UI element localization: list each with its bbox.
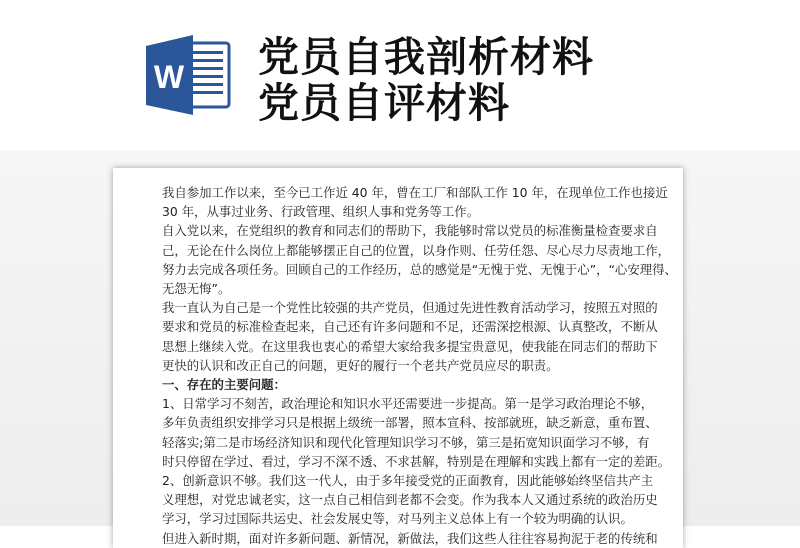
paragraph-line: 努力去完成各项任务。回顾自己的工作经历，总的感觉是“无愧于党、无愧于心”，“心安理得、: [162, 261, 677, 277]
paragraph-line: 轻落实;第二是市场经济知识和现代化管理知识学习不够，第三是拓宽知识面学习不够，有: [162, 434, 650, 450]
paragraph-line: 30 年，从事过业务、行政管理、组织人事和党务等工作。: [162, 204, 480, 220]
paragraph-line: 但进入新时期，面对许多新问题、新情况，新做法，我们这些人往往容易拘泥于老的传统和: [162, 530, 658, 546]
title-line-2: 党员自评材料: [258, 79, 510, 127]
section-heading: 一、存在的主要问题：: [162, 377, 286, 393]
document-body: [162, 183, 677, 548]
paragraph-line: 学习，学习过国际共运史、社会发展史等，对马列主义总体上有一个较为明确的认识。: [162, 511, 633, 527]
paragraph-line: 我一直认为自己是一个党性比较强的共产党员，但通过先进性教育活动学习，按照五对照的: [162, 300, 658, 316]
paragraph-line: 更快的认识和改正自己的问题，更好的履行一个老共产党员应尽的职责。: [162, 357, 559, 373]
paragraph-line: 要求和党员的标准检查起来，自己还有许多问题和不足，还需深挖根源、认真整改，不断从: [162, 319, 658, 335]
paragraph-line: 2、创新意识不够。我们这一代人，由于多年接受党的正面教育，因此能够始终坚信共产主: [162, 473, 654, 489]
paragraph-line: 多年负责组织安排学习只是根据上级统一部署，照本宣科、按部就班，缺乏新意，重布置、: [162, 415, 658, 431]
document-page: [113, 168, 683, 548]
paragraph-line: 思想上继续入党。在这里我也衷心的希望大家给我多提宝贵意见，使我能在同志们的帮助下: [162, 338, 658, 354]
title-line-1: 党员自我剖析材料: [258, 33, 594, 81]
word-document-icon: [143, 35, 239, 115]
paragraph-line: 1、日常学习不刻苦，政治理论和知识水平还需要进一步提高。第一是学习政治理论不够，: [162, 396, 654, 412]
svg-text:W: W: [153, 59, 185, 95]
paragraph-line: 义理想，对党忠诚老实，这一点自己相信到老都不会变。作为我本人又通过系统的政治历史: [162, 492, 658, 508]
paragraph-line: 我自参加工作以来，至今已工作近 40 年，曾在工厂和部队工作 10 年，在现单位工作也接近: [162, 185, 668, 200]
paragraph-line: 自入党以来，在党组织的教育和同志们的帮助下，我能够时常以党员的标准衡量检查要求自: [162, 223, 658, 239]
paragraph-line: 无怨无悔”。: [162, 281, 231, 297]
paragraph-line: 己，无论在什么岗位上都能够摆正自己的位置，以身作则、任劳任怨、尽心尽力尽责地工作，: [162, 242, 671, 258]
paragraph-line: 时只停留在学过、看过，学习不深不透、不求甚解，特别是在理解和实践上都有一定的差距。: [162, 453, 671, 469]
page-title: [258, 34, 594, 126]
